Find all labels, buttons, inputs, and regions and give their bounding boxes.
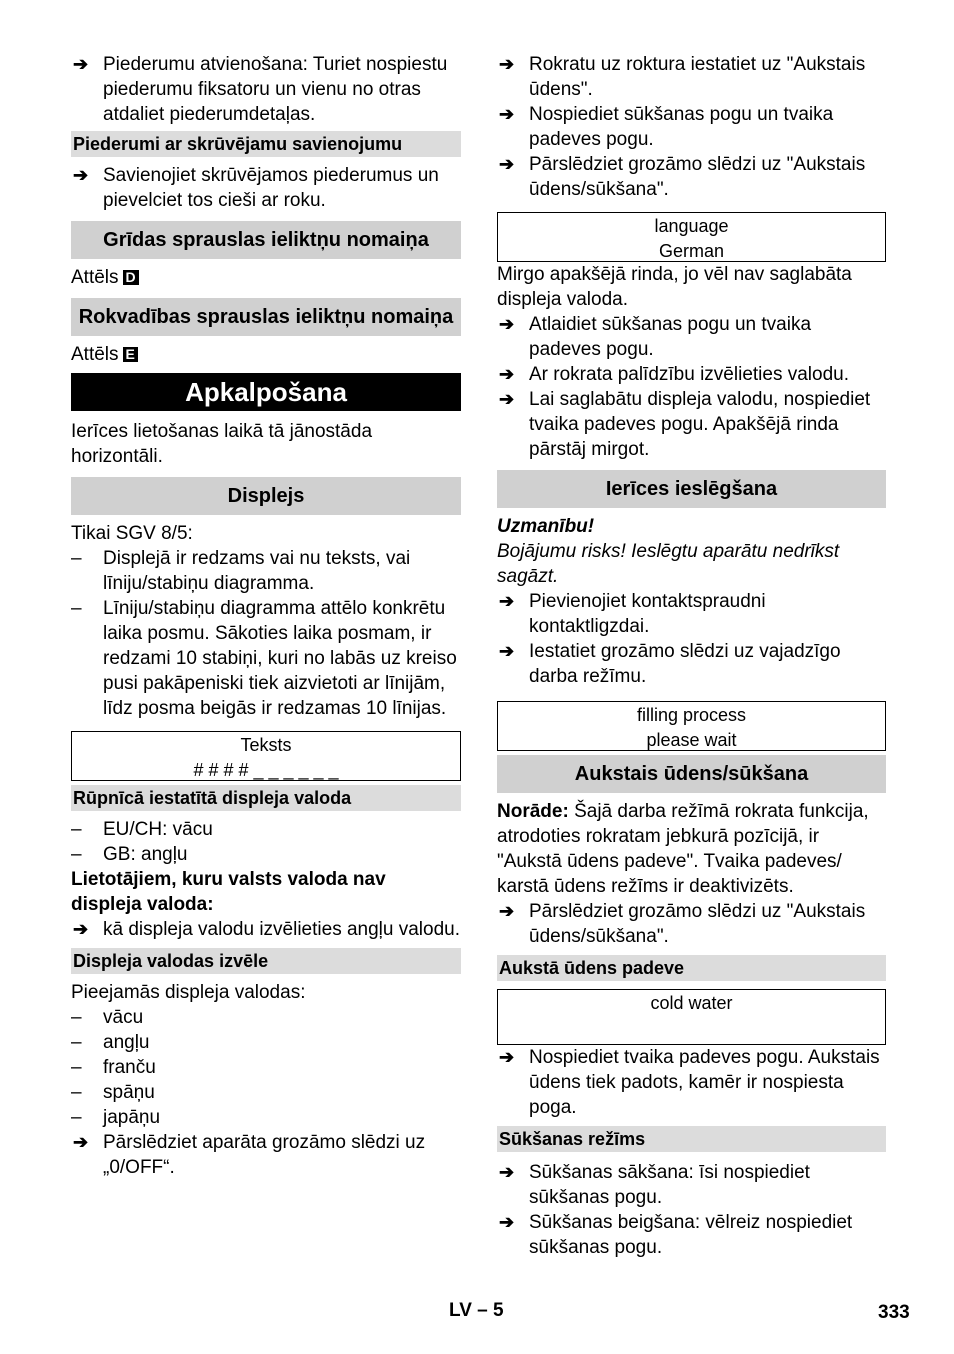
heading-screw-accessories: Piederumi ar skrūvējamu savienojumu bbox=[71, 131, 461, 157]
footer-page-number: 333 bbox=[878, 1302, 910, 1323]
display-box-language: language German bbox=[497, 212, 886, 262]
heading-factory-language: Rūpnīcā iestatītā displeja valoda bbox=[71, 785, 461, 811]
heading-suction-mode: Sūkšanas režīms bbox=[497, 1126, 886, 1152]
right-column bbox=[497, 52, 886, 1260]
operation-text: Ierīces lietošanas laikā tā jānostāda horizontāli. bbox=[71, 421, 373, 467]
instruction-cold-supply: ➔ Nospiediet tvaika padeves pogu. Aukstais ūdens tiek padots, kamēr ir nospiesta poga. bbox=[497, 1045, 886, 1120]
factory-item: – EU/CH: vācu bbox=[71, 817, 461, 842]
instruction-switch-on: ➔ Iestatiet grozāmo slēdzi uz vajadzīgo darba režīmu. bbox=[497, 639, 886, 689]
caution-title: Uzmanību! bbox=[497, 516, 595, 537]
display-item: – Displejā ir redzams vai nu teksts, vai līniju/stabiņu diagramma. bbox=[71, 546, 461, 596]
display-box-cold-water: cold water bbox=[497, 989, 886, 1045]
figure-ref-e: Attēls E bbox=[71, 342, 461, 367]
blink-text: Mirgo apakšējā rinda, jo vēl nav saglabāta displeja valoda. bbox=[497, 264, 852, 310]
instruction-top: ➔ Pārslēdziet grozāmo slēdzi uz "Aukstais ūdens/sūkšana". bbox=[497, 152, 886, 202]
heading-floor-nozzle: Grīdas sprauslas ieliktņu nomaiņa bbox=[71, 221, 461, 259]
only-sgv-text: Tikai SGV 8/5: bbox=[71, 523, 193, 544]
instruction-detach-accessories: ➔ Piederumu atvienošana: Turiet nospiestu piederumu fiksatoru un vienu no otras atdaliet piederumdetaļas. bbox=[71, 52, 461, 127]
language-item: – vācu bbox=[71, 1005, 461, 1030]
caution-text: Bojājumu risks! Ieslēgtu aparātu nedrīkst sagāzt. bbox=[497, 541, 840, 587]
instruction-language: ➔ Lai saglabātu displeja valodu, nospiediet tvaika padeves pogu. Apakšējā rinda pārstāj mirgot. bbox=[497, 387, 886, 462]
display-item: – Līniju/stabiņu diagramma attēlo konkrētu laika posmu. Sākoties laika posmam, ir redzami 10 stabiņi, kuri no labās uz kreiso pusi pakāpeniski tiek aizvietoti ar līnijām, līdz posma beigās ir redzamas 10 līnijas. bbox=[71, 596, 461, 721]
display-box-text: Teksts # # # # _ _ _ _ _ _ bbox=[71, 731, 461, 781]
left-column bbox=[71, 52, 461, 1180]
heading-display: Displejs bbox=[71, 477, 461, 515]
instruction-cold-switch: ➔ Pārslēdziet grozāmo slēdzi uz "Aukstais ūdens/sūkšana". bbox=[497, 899, 886, 949]
instruction-suction: ➔ Sūkšanas sākšana: īsi nospiediet sūkšanas pogu. bbox=[497, 1160, 886, 1210]
factory-item: – GB: angļu bbox=[71, 842, 461, 867]
available-languages-text: Pieejamās displeja valodas: bbox=[71, 982, 306, 1003]
figure-ref-d: Attēls D bbox=[71, 265, 461, 290]
language-item: – angļu bbox=[71, 1030, 461, 1055]
language-item: – japāņu bbox=[71, 1105, 461, 1130]
instruction-switch-on: ➔ Pievienojiet kontaktspraudni kontaktligzdai. bbox=[497, 589, 886, 639]
language-item: – spāņu bbox=[71, 1080, 461, 1105]
heading-cold-water-supply: Aukstā ūdens padeve bbox=[497, 955, 886, 981]
instruction-suction: ➔ Sūkšanas beigšana: vēlreiz nospiediet sūkšanas pogu. bbox=[497, 1210, 886, 1260]
instruction-screw-accessories: ➔ Savienojiet skrūvējamos piederumus un pievelciet tos cieši ar roku. bbox=[71, 163, 461, 213]
instruction-switch-off: ➔ Pārslēdziet aparāta grozāmo slēdzi uz „0/OFF“. bbox=[71, 1130, 461, 1180]
instruction-top: ➔ Rokratu uz roktura iestatiet uz "Aukstais ūdens". bbox=[497, 52, 886, 102]
language-item: – franču bbox=[71, 1055, 461, 1080]
heading-operation: Apkalpošana bbox=[71, 373, 461, 411]
heading-switch-on: Ierīces ieslēgšana bbox=[497, 470, 886, 508]
instruction-language: ➔ Atlaidiet sūkšanas pogu un tvaika padeves pogu. bbox=[497, 312, 886, 362]
heading-language-select: Displeja valodas izvēle bbox=[71, 948, 461, 974]
instruction-language: ➔ Ar rokrata palīdzību izvēlieties valodu. bbox=[497, 362, 886, 387]
display-box-filling: filling process please wait bbox=[497, 701, 886, 751]
figure-tag-d: D bbox=[123, 270, 139, 285]
instruction-choose-english: ➔ kā displeja valodu izvēlieties angļu valodu. bbox=[71, 917, 461, 942]
users-note: Lietotājiem, kuru valsts valoda nav displeja valoda: bbox=[71, 869, 386, 915]
cold-note: Norāde: Šajā darba režīmā rokrata funkcija, atrodoties rokratam jebkurā pozīcijā, ir "Aukstā ūdens padeve". Tvaika padeves/ karstā ūdens režīms ir deaktivizēts. bbox=[497, 801, 869, 897]
heading-hand-nozzle: Rokvadības sprauslas ieliktņu nomaiņa bbox=[71, 298, 461, 336]
heading-cold-water-suction: Aukstais ūdens/sūkšana bbox=[497, 755, 886, 793]
instruction-top: ➔ Nospiediet sūkšanas pogu un tvaika padeves pogu. bbox=[497, 102, 886, 152]
footer-language-page: LV – 5 bbox=[449, 1300, 504, 1321]
figure-tag-e: E bbox=[123, 347, 138, 362]
